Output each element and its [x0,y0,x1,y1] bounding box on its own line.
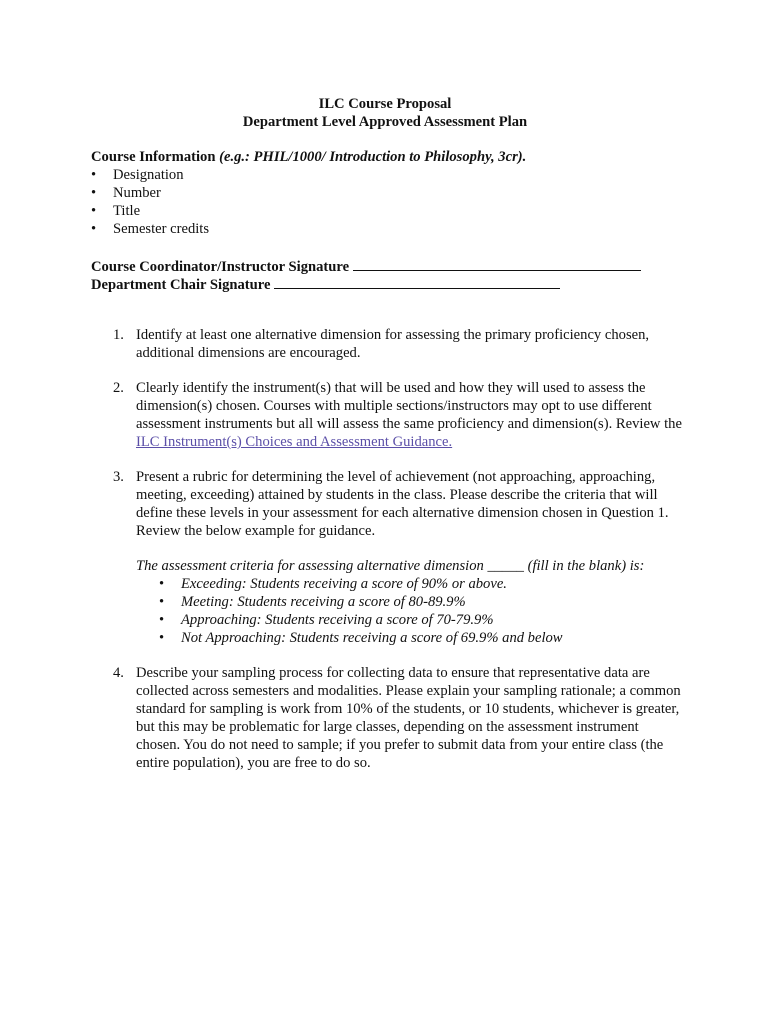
question-number: 3. [113,469,124,485]
coordinator-signature-row [91,256,641,274]
list-item-label: Semester credits [113,221,210,237]
signature-section [91,256,641,292]
list-item-label: Title [113,203,141,219]
coordinator-signature-field[interactable] [353,256,641,271]
bullet-icon: • [91,203,97,219]
question-number: 1. [113,327,124,343]
course-information-heading [91,148,691,166]
question-1 [113,326,683,362]
coordinator-signature-label: Course Coordinator/Instructor Signature [91,259,350,275]
chair-signature-field[interactable] [274,274,560,289]
list-item-label: Number [113,185,161,201]
guidance-link[interactable]: ILC Instrument(s) Choices and Assessment Guidance. [136,434,453,450]
bullet-icon: • [159,576,165,592]
bullet-icon: • [159,612,165,628]
course-information-example: (e.g.: PHIL/1000/ Introduction to Philosophy, 3cr). [219,149,527,165]
rubric-example [136,557,683,647]
list-item [159,575,683,593]
question-text: Identify at least one alternative dimension for assessing the primary proficiency chosen, additional dimensions are encouraged. [136,327,650,361]
question-number: 2. [113,380,124,396]
chair-signature-row [91,274,641,292]
course-information-section [91,148,691,238]
rubric-level-exceeding: Exceeding: Students receiving a score of 90% or above. [181,576,507,592]
rubric-level-not-approaching: Not Approaching: Students receiving a score of 69.9% and below [181,630,563,646]
course-information-list [91,166,691,238]
rubric-example-intro: The assessment criteria for assessing alternative dimension _____ (fill in the blank) is: [136,558,645,574]
question-4 [113,664,683,772]
bullet-icon: • [159,630,165,646]
chair-signature-label: Department Chair Signature [91,277,271,293]
question-2 [113,379,683,451]
question-3 [113,468,683,647]
rubric-level-meeting: Meeting: Students receiving a score of 80-89.9% [181,594,466,610]
question-text [136,379,683,451]
list-item [159,593,683,611]
bullet-icon: • [91,185,97,201]
bullet-icon: • [91,167,97,183]
list-item [159,629,683,647]
question-text-body: Clearly identify the instrument(s) that will be used and how they will used to assess the dimension(s) chosen. Courses with multiple sections/instructors may opt to use different assessment instruments but all will assess the same proficiency and dimension(s). Review the [136,380,682,432]
question-number: 4. [113,665,124,681]
document-title: ILC Course Proposal [318,96,452,112]
list-item-label: Designation [113,167,184,183]
list-item [91,166,691,184]
bullet-icon: • [91,221,97,237]
list-item [91,220,691,238]
question-text: Present a rubric for determining the level of achievement (not approaching, approaching, meeting, exceeding) attained by students in the class. Please describe the criteria that will define these levels in your assessment for each alternative dimension chosen in Question 1. Review the below example for guidance. [136,469,669,539]
bullet-icon: • [159,594,165,610]
document-subtitle: Department Level Approved Assessment Plan [242,114,528,130]
questions-list [113,326,683,789]
list-item [91,184,691,202]
document-header [0,95,770,131]
list-item [159,611,683,629]
rubric-level-approaching: Approaching: Students receiving a score of 70-79.9% [181,612,494,628]
rubric-levels-list [136,575,683,647]
course-information-label: Course Information [91,149,220,165]
question-text: Describe your sampling process for collecting data to ensure that representative data are collected across semesters and modalities. Please explain your sampling rationale; a common standard for sampling is work from 10% of the students, or 10 students, whichever is greater, but this may be problematic for large classes, depending on the assessment instrument chosen. You do not need to sample; if you prefer to submit data from your entire class (the entire population), you are free to do so. [136,665,681,771]
list-item [91,202,691,220]
